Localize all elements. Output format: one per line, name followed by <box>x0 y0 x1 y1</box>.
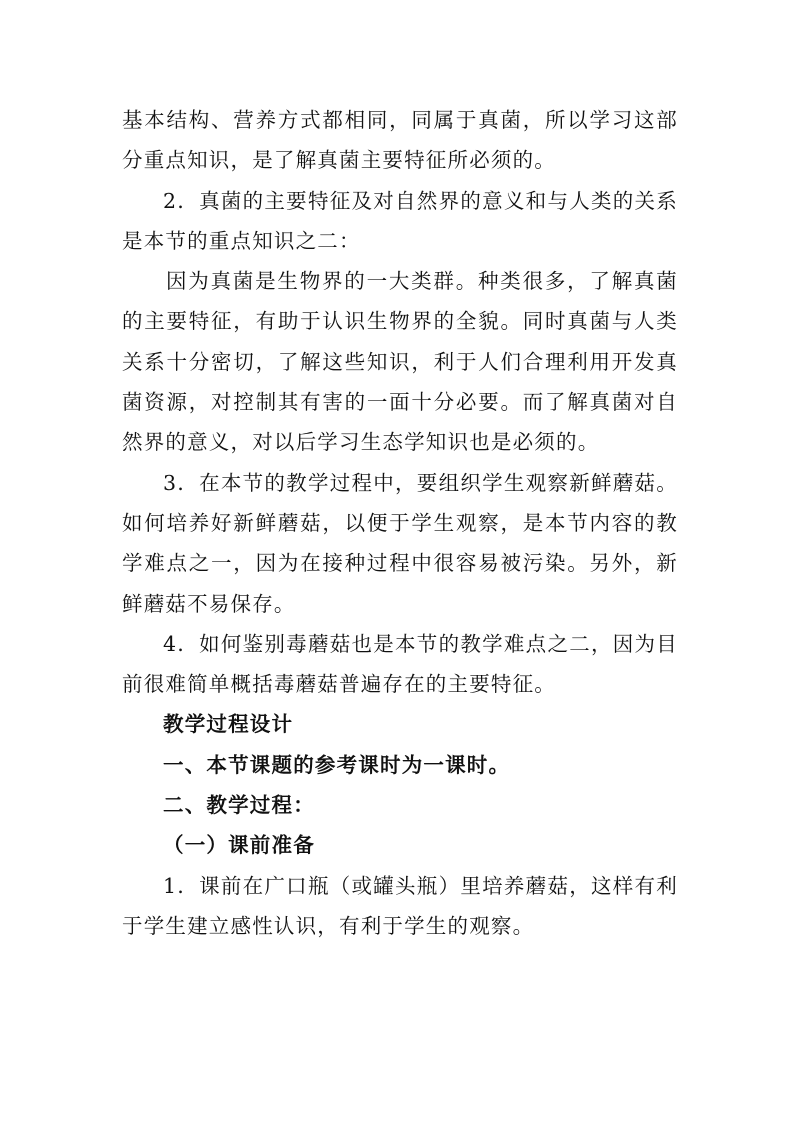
paragraph-point-3: 3．在本节的教学过程中，要组织学生观察新鲜蘑菇。如何培养好新鲜蘑菇，以便于学生观察，是本节内容的教学难点之一，因为在接种过程中很容易被污染。另外，新鲜蘑菇不易保存。 <box>122 470 678 616</box>
paragraph-structure-nutrition: 基本结构、营养方式都相同，同属于真菌，所以学习这部分重点知识，是了解真菌主要特征所必须的。 <box>122 108 678 173</box>
paragraph-pre-class-step-1: 1．课前在广口瓶（或罐头瓶）里培养蘑菇，这样有利于学生建立感性认识，有利于学生的观察。 <box>122 873 678 938</box>
section-item-class-hours: 一、本节课题的参考课时为一课时。 <box>163 752 511 777</box>
document-body <box>122 100 678 946</box>
subsection-pre-class-preparation: （一）课前准备 <box>163 833 315 858</box>
paragraph-point-4: 4．如何鉴别毒蘑菇也是本节的教学难点之二，因为目前很难简单概括毒蘑菇普遍存在的主要特征。 <box>122 631 678 697</box>
section-item-teaching-process: 二、教学过程： <box>163 793 315 818</box>
paragraph-point-2: 2．真菌的主要特征及对自然界的意义和与人类的关系是本节的重点知识之二： <box>122 188 678 253</box>
section-heading-teaching-design: 教学过程设计 <box>163 712 294 737</box>
paragraph-fungi-importance: 因为真菌是生物界的一大类群。种类很多，了解真菌的主要特征，有助于认识生物界的全貌。同时真菌与人类关系十分密切，了解这些知识，利于人们合理利用开发真菌资源，对控制其有害的一面十分必要。而了解真菌对自然界的意义，对以后学习生态学知识也是必须的。 <box>122 269 678 455</box>
